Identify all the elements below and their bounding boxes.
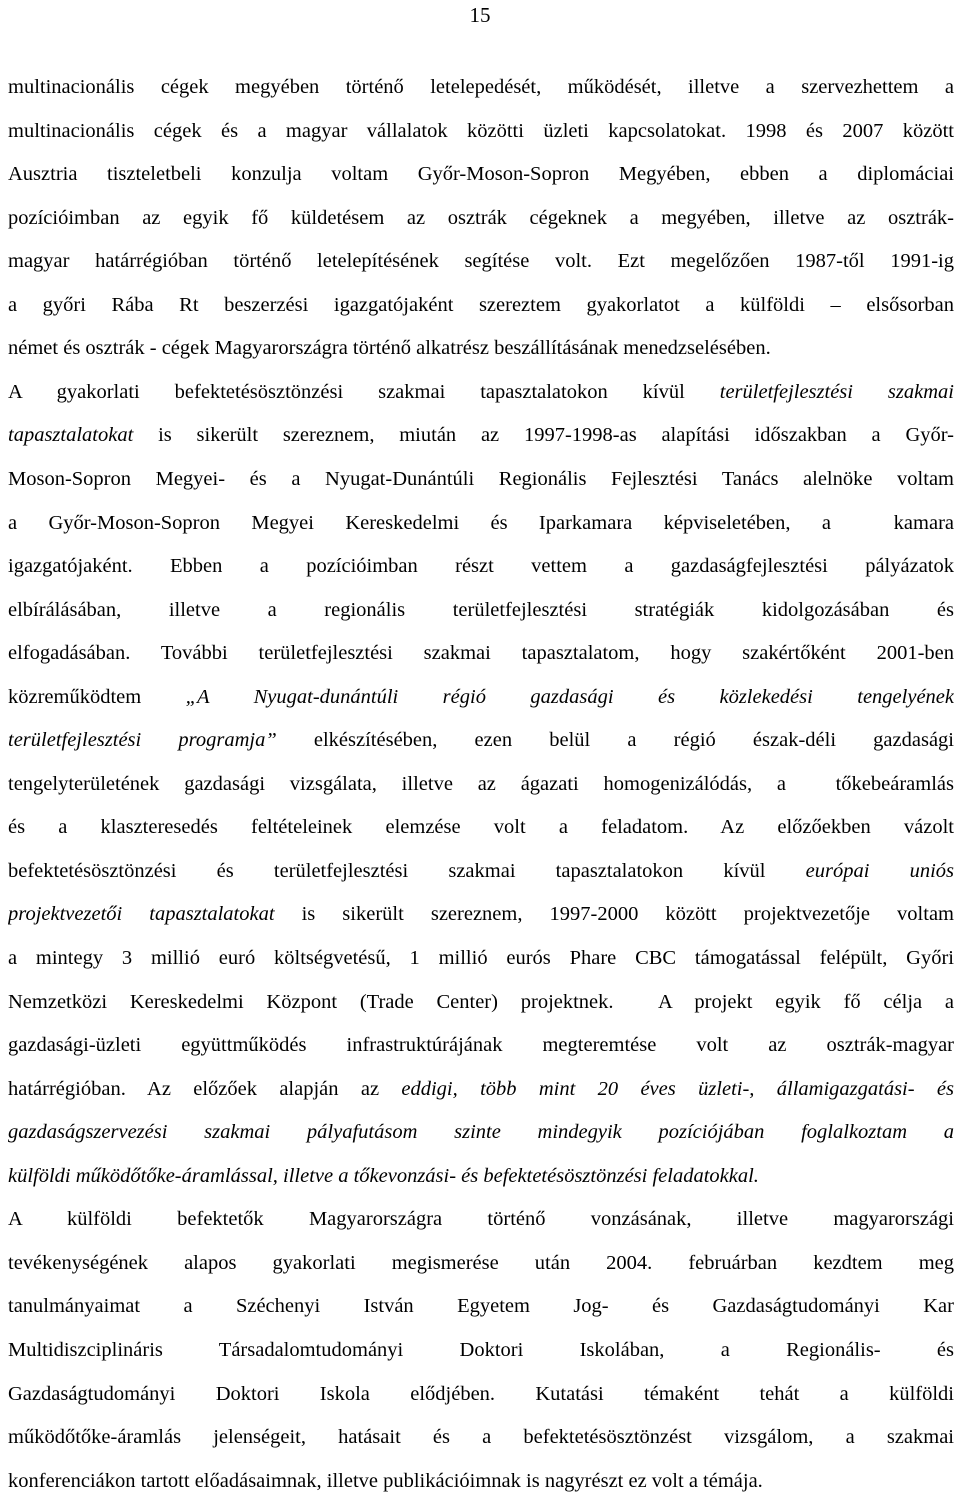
text-segment: multinacionális cégek és a magyar vállalatok közötti üzleti kapcsolatokat. 1998 és 2007 között [8,119,954,142]
text-segment: A külföldi befektetők Magyarországra történő vonzásának, illetve magyarországi [8,1208,954,1231]
text-line [8,1293,954,1319]
text-segment: is sikerült szereznem, miután az 1997-1998-as alapítási időszakban a Győr- [133,424,954,447]
text-line [8,1163,954,1189]
text-line [8,292,954,318]
italic-text: területfejlesztési szakmai [719,380,954,403]
text-line [8,684,954,710]
italic-text: eddigi, több mint 20 éves üzleti-, államigazgatási- és [401,1077,954,1100]
italic-text: tapasztalatokat [8,424,134,447]
text-line [8,901,954,927]
text-line [8,727,954,753]
italic-text: külföldi működőtőke-áramlással, illetve a tőkevonzási- és befektetésösztönzési feladatokkal. [8,1164,759,1187]
text-line [8,1076,954,1102]
text-line [8,118,954,144]
text-segment: tengelyterületének gazdasági vizsgálata, illetve az ágazati homogenizálódás, a tőkebeáramlás [8,772,954,795]
text-line [8,1206,954,1232]
text-segment: tevékenységének alapos gyakorlati megismerése után 2004. februárban kezdtem meg [8,1251,954,1274]
text-segment: elfogadásában. További területfejlesztési szakmai tapasztalatom, hogy szakértőként 2001-ben [8,642,954,665]
italic-text: területfejlesztési programja” [8,729,277,752]
text-line [8,1032,954,1058]
text-line [8,335,954,361]
text-line [8,1119,954,1145]
text-line [8,553,954,579]
text-line [8,1468,954,1494]
text-segment: Multidiszciplináris Társadalomtudományi Doktori Iskolában, a Regionális- és [8,1338,954,1361]
text-line [8,771,954,797]
text-segment: Ausztria tiszteletbeli konzulja voltam Győr-Moson-Sopron Megyében, ebben a diplomáciai [8,163,954,186]
text-segment: német és osztrák - cégek Magyarországra történő alkatrész beszállításának menedzselésében. [8,337,771,360]
text-line [8,379,954,405]
text-line [8,466,954,492]
text-segment: tanulmányaimat a Széchenyi István Egyetem Jog- és Gazdaságtudományi Kar [8,1295,954,1318]
text-segment: konferenciákon tartott előadásaimnak, illetve publikációimnak is nagyrészt ez volt a témája. [8,1469,763,1492]
text-segment: igazgatójaként. Ebben a pozícióimban részt vettem a gazdaságfejlesztési pályázatok [8,555,954,578]
text-segment: és a klaszteresedés feltételeinek elemzése volt a feladatom. Az előzőekben vázolt [8,816,954,839]
text-segment: Moson-Sopron Megyei- és a Nyugat-Dunántúli Regionális Fejlesztési Tanács alelnöke voltam [8,467,954,490]
italic-text: gazdaságszervezési szakmai pályafutásom szinte mindegyik pozíciójában foglalkoztam a [8,1121,954,1144]
text-segment: Gazdaságtudományi Doktori Iskola elődjében. Kutatási témaként tehát a külföldi [8,1382,954,1405]
text-line [8,205,954,231]
text-segment: gazdasági-üzleti együttműködés infrastruktúrájának megteremtése volt az osztrák-magyar [8,1034,954,1057]
text-line [8,248,954,274]
italic-text: projektvezetői tapasztalatokat [8,903,275,926]
text-segment: magyar határrégióban történő letelepítésének segítése volt. Ezt megelőzően 1987-től 1991-ig [8,250,954,273]
text-segment: közreműködtem [8,685,186,708]
text-line [8,814,954,840]
text-line [8,989,954,1015]
text-segment: multinacionális cégek megyében történő letelepedését, működését, illetve a szervezhettem a [8,76,954,98]
text-segment: befektetésösztönzési és területfejlesztési szakmai tapasztalatokon kívül [8,859,806,882]
italic-text: európai uniós [805,859,954,882]
text-line [8,858,954,884]
text-segment: A gyakorlati befektetésösztönzési szakmai tapasztalatokon kívül [8,380,720,403]
text-segment: a mintegy 3 millió euró költségvetésű, 1 millió eurós Phare CBC támogatással felépült, Győri [8,947,954,969]
text-line [8,945,954,971]
text-line [8,597,954,623]
text-segment: pozícióimban az egyik fő küldetésem az osztrák cégeknek a megyében, illetve az osztrák- [8,206,954,229]
text-line [8,161,954,187]
text-line [8,640,954,666]
text-line [8,1424,954,1450]
italic-text: „A Nyugat-dunántúli régió gazdasági és közlekedési tengelyének [185,685,954,708]
text-segment: elkészítésében, ezen belül a régió észak-déli gazdasági [276,729,954,752]
page-number: 15 [469,3,491,27]
text-segment: működőtőke-áramlás jelenségeit, hatásait és a befektetésösztönzést vizsgálom, a szakmai [8,1426,954,1449]
text-line [8,1250,954,1276]
text-segment: Nemzetközi Kereskedelmi Központ (Trade Center) projektnek. A projekt egyik fő célja a [8,990,954,1013]
text-line [8,1337,954,1363]
text-line [8,510,954,536]
text-line [8,1381,954,1407]
text-segment: a Győr-Moson-Sopron Megyei Kereskedelmi és Iparkamara képviseletében, a kamara [8,511,954,534]
text-segment: is sikerült szereznem, 1997-2000 között projektvezetője voltam [274,903,954,926]
text-line [8,74,954,100]
text-line [8,422,954,448]
text-segment: határrégióban. Az előzőek alapján az [8,1077,402,1100]
text-segment: a győri Rába Rt beszerzési igazgatójaként szereztem gyakorlatot a külföldi – elsősorban [8,293,954,316]
text-segment: elbírálásában, illetve a regionális területfejlesztési stratégiák kidolgozásában és [8,598,954,621]
